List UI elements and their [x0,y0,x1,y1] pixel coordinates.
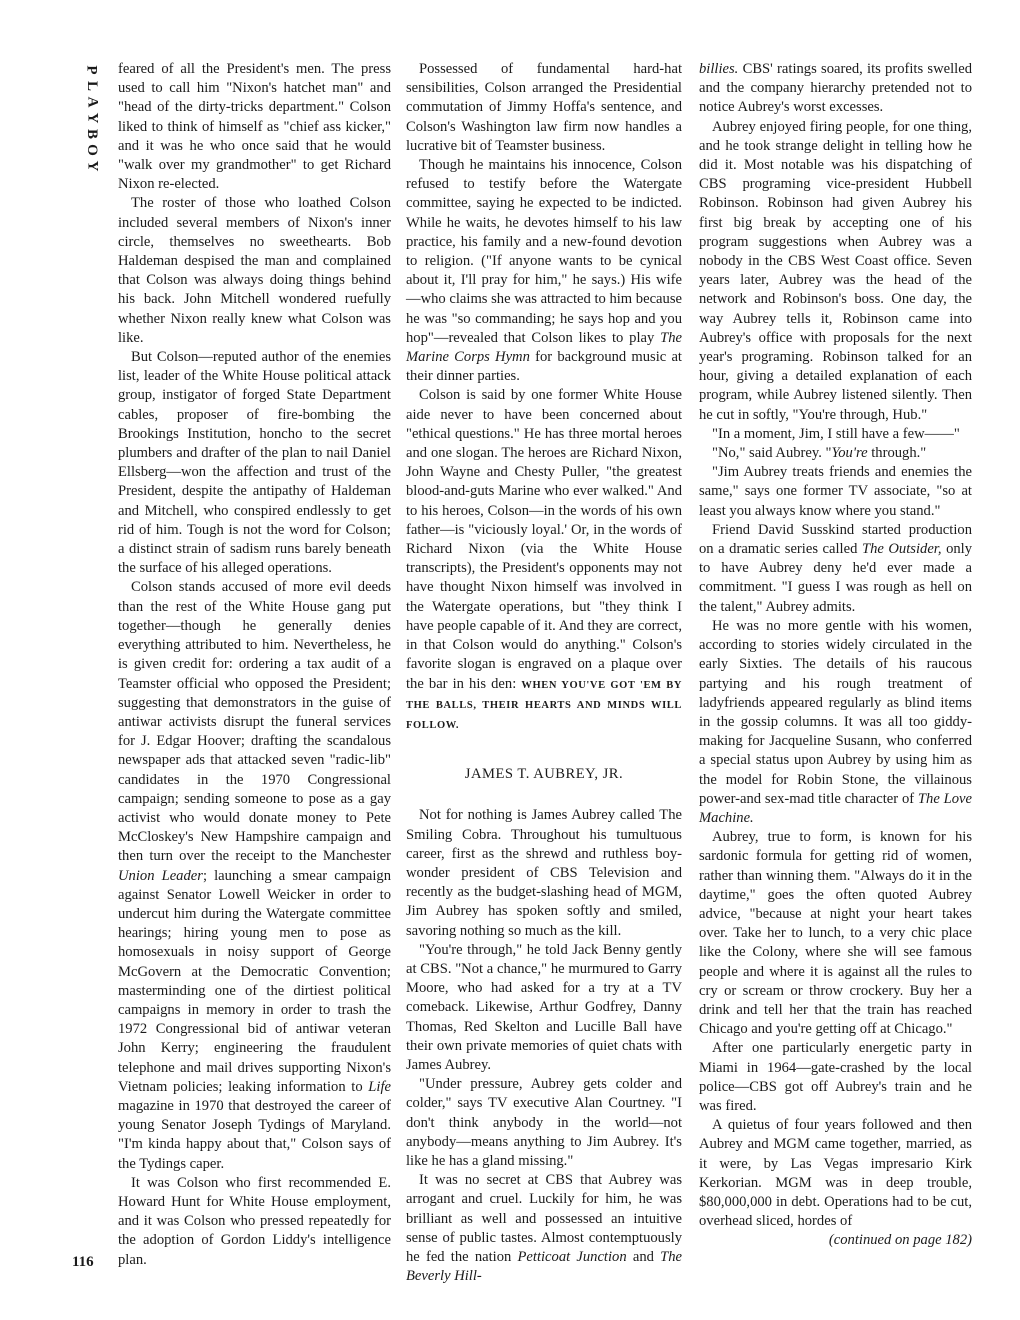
paragraph: Possessed of fundamental hard-hat sensibilities, Colson arranged the Presidential commutation of Jimmy Hoffa's sentence, and Colson's Washington law firm now handles a lucrative bit of Teamster business. [406,61,682,154]
text-run: Colson is said by one former White House aide never to have been concerned about "ethical questions." He has three mortal heroes and one slogan. The heroes are Richard Nixon, John Wayne and Chesty Puller, "the greatest blood-and-guts Marine who ever walked." And to his heroes, Colson—in the words of his own father—is "viciously loyal.' Or, in the words of Richard Nixon (via the White House transcripts), the President's opponents may not have thought Nixon himself was involved in the Watergate operations, but "they think I have people capable of it. And they are correct, in that Colson would do anything." Colson's favorite slogan is engraved on a plaque over the bar in his den: [406,387,682,692]
text-run: "No," said Aubrey. " [712,445,832,462]
paragraph: Aubrey enjoyed firing people, for one thing, and he took strange delight in telling how he did it. Most notable was his dispatching of CBS programing vice-president Hubbell Robinson. Robinson had given Aubrey his first big break by accepting one of his program suggestions when Aubrey was a nobody in the CBS West Coast office. Seven years later, Aubrey was the head of the network and Robinson's boss. One day, the way Aubrey tells it, Robinson came into Aubrey's office with proposals for the next year's programing. Robinson talked for an hour, giving a detailed explanation of each program, while Aubrey listened silently. Then he cut in softly, "You're through, Hub." [699,118,972,423]
paragraph [699,521,972,617]
paragraph [406,1171,682,1286]
text-run: Though he maintains his innocence, Colson refused to testify before the Watergate committee, saying he expected to be indicted. While he waits, he devotes himself to his law practice, his family and a new-found devotion to religion. ("If anyone wants to be cynical about it, I'll pray for him," he says.) His wife—who claims she was attracted to him because he was "so commanding; he says hop and you hop"—revealed that Colson likes to play [406,157,682,346]
text-run: magazine in 1970 that destroyed the career of young Senator Joseph Tydings of Maryland. "I'm kinda happy about that," Colson says of the Tydings caper. [118,1097,391,1172]
paragraph [699,60,972,118]
paragraph [699,617,972,828]
text-run: ; launching a smear campaign against Senator Lowell Weicker in order to undercut him during the Watergate committee hearings; hiring young men to pose as homosexuals in noisy support of George McGovern at the Democratic Convention; masterminding one of the dirtiest political campaigns in memory in order to trash the 1972 Congressional bid of antiwar veteran John Kerry; engineering the fraudulent telephone and mail drives supporting Nixon's Vietnam policies; leaking information to [118,867,391,1095]
paragraph: But Colson—reputed author of the enemies list, leader of the White House political attack group, instigator of forged State Department cables, proposer of fire-bombing the Brookings Institution, honcho to the secret plumbers and drafter of the plan to nail Daniel Ellsberg—won the affection and trust of the President, despite the antipathy of Haldeman and Mitchell, who conspired endlessly to get rid of him. Tough is not the word for Colson; a distinct strain of sadism runs barely beneath the surface of his alleged operations. [118,349,391,577]
italic-title: The Marine Corps Hymn [406,329,682,366]
page-number: 116 [72,1254,94,1270]
text-run: Colson stands accused of more evil deeds than the rest of the White House gang put together—though he generally denies everything attributed to him. Nevertheless, he is given credit for: ordering a tax audit of a Teamster official who opposed the President; suggesting that demonstrators in the guise of antiwar activists disrupt the funeral services for J. Edgar Hoover; drafting the scandalous newspaper ads that attacked seven "radic-lib" candidates in the 1970 Congressional campaign; sending someone to pose as a gay activist who would donate money to Pete McCloskey's New Hampshire campaign and then turn over the receipt to the Manchester [118,579,391,865]
italic-title: Union Leader [118,867,203,884]
paragraph: "You're through," he told Jack Benny gently at CBS. "Not a chance," he murmured to Garry Moore, who had asked for a try at a TV comeback. Likewise, Arthur Godfrey, Danny Thomas, Red Skelton and Lucille Ball have their own private memories of quiet chats with James Aubrey. [406,941,682,1073]
magazine-letter: O [83,144,100,156]
column-3 [699,60,972,1251]
text-run: only to have Aubrey deny he'd ever made a commitment. "I guess I was rough as hell on the talent," Aubrey admits. [699,541,973,615]
paragraph [118,578,391,1173]
italic-title: The Love Machine. [699,790,972,826]
paragraph: "Jim Aubrey treats friends and enemies the same," says one former TV associate, "so at least you always know where you stand." [699,464,972,519]
slogan: WHEN YOU'VE GOT 'EM BY THE BALLS, THEIR HEARTS AND MINDS WILL FOLLOW. [406,679,683,731]
magazine-name-vertical [80,62,104,174]
continued-note: (continued on page 182) [828,1232,972,1249]
text-run: It was no secret at CBS that Aubrey was arrogant and cruel. Luckily for him, he was brilliant as well and possessed an intuitive sense of public tastes. Almost contemptuously he fed the nation [406,1172,682,1265]
paragraph: feared of all the President's men. The press used to call him "Nixon's hatchet man" and "head of the dirty-tricks department." Colson liked to think of himself as "chief ass kicker," and it was he who once said that he would "walk over my grandmother" to get Richard Nixon re-elected. [118,61,391,193]
magazine-letter: Y [84,160,100,172]
paragraph [699,444,972,463]
text-run: He was no more gentle with his women, according to stories widely circulated in the early Sixties. The details of his raucous partying and his rough treatment of ladyfriends appeared regularly as blind items in the gossip columns. It was all too giddy-making for Jacqueline Susann, who conferred a special status upon Aubrey by using him as the model for Robin Stone, the villainous power-and sex-mad title character of [699,617,972,807]
paragraph: "Under pressure, Aubrey gets colder and colder," says TV executive Alan Courtney. "I don't think anybody in the world—not anybody—means anything to Jim Aubrey. It's like he has a gland missing." [406,1076,682,1169]
section-heading: JAMES T. AUBREY, JR. [464,766,624,783]
italic-title: The Beverly Hill- [406,1248,682,1285]
text-run: CBS' ratings soared, its profits swelled and the company hierarchy pretended not to notice Aubrey's worst excesses. [699,61,972,116]
paragraph: Aubrey, true to form, is known for his sardonic formula for getting rid of women, rather than winning them. "Always do it in the daytime," goes the often quoted Aubrey advice, "because at night your heart takes over. Take her to lunch, to a very chic place like the Colony, where she will see famous people and where it is against all the rules to cry or scream or throw crockery. Buy her a drink and tell her that the train has reached Chicago and you're getting off at Chicago." [699,829,972,1038]
paragraph [406,156,682,386]
paragraph: Not for nothing is James Aubrey called The Smiling Cobra. Throughout his tumultuous career, first as the shrewd and ruthless boy-wonder president of CBS Television and recently as the budget-slashing head of MGM, Jim Aubrey has spoken softly and smiled, savoring nothing so much as the kill. [406,807,682,939]
italic-title: billies. [699,61,739,77]
column-1 [118,60,391,1270]
column-2 [406,60,682,1286]
text-run: and [626,1248,661,1265]
magazine-letter: B [83,128,100,140]
magazine-letter: L [83,80,100,92]
magazine-letter: P [83,65,100,75]
text-run: for background music at their dinner parties. [406,349,682,385]
text-run: Friend David Susskind started production on a dramatic series called [699,521,972,558]
italic-word: You're [831,445,868,462]
paragraph: A quietus of four years followed and then Aubrey and MGM came together, married, as it were, by Las Vegas impresario Kirk Kerkorian. MGM was in deep trouble, $80,000,000 in debt. Operations had to be cut, overhead sliced, hordes of [699,1117,972,1230]
magazine-letter: Y [84,112,100,124]
paragraph: "In a moment, Jim, I still have a few——" [712,425,960,442]
paragraph: After one particularly energetic party in Miami in 1964—gate-crashed by the local police—CBS got off Aubrey's train and he was fired. [699,1040,972,1114]
paragraph [406,386,682,735]
paragraph: The roster of those who loathed Colson included several members of Nixon's inner circle, themselves no sweethearts. Bob Haldeman despised the man and complained that Colson was always doing things behind his back. John Mitchell wondered ruefully whether Nixon really knew what Colson was like. [118,195,391,346]
paragraph: It was Colson who first recommended E. Howard Hunt for White House employment, and it was Colson who pressed repeatedly for the adoption of Gordon Liddy's intelligence plan. [118,1174,391,1268]
magazine-letter: A [84,96,100,108]
italic-title: The Outsider, [861,541,942,558]
italic-title: Petticoat Junction [517,1248,627,1265]
italic-title: Life [368,1078,391,1095]
text-run: through." [867,445,927,462]
